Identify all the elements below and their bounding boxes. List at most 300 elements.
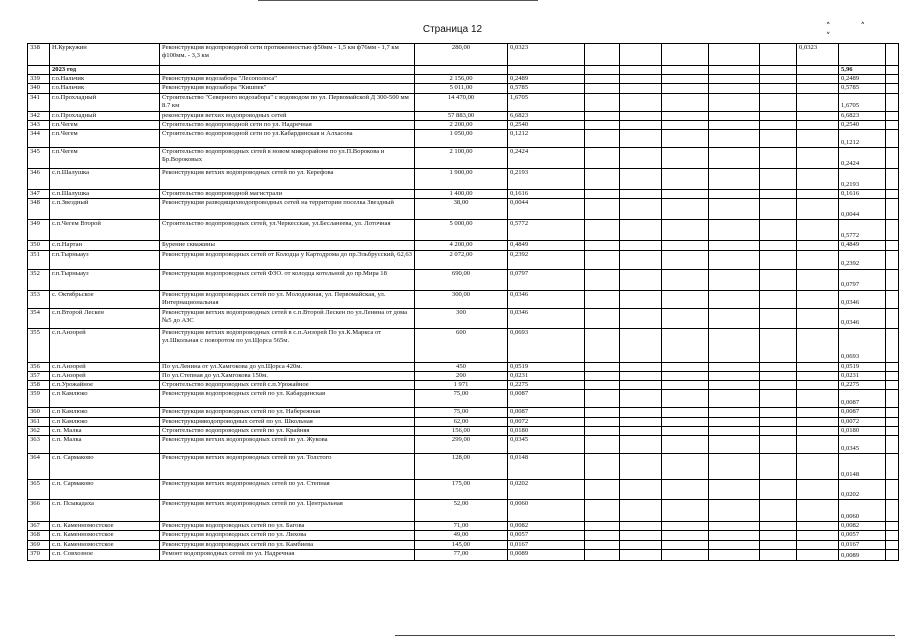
row-location: с.п.Анзорей [50,362,160,371]
row-number: 351 [28,250,50,269]
row-location: с.п.Нартан [50,241,160,250]
row-number: 363 [28,436,50,454]
row-empty-cell [662,371,709,380]
table-row [28,250,899,269]
row-location: 2023 год [50,66,160,75]
row-location: г.о.Нальчик [50,84,160,93]
row-empty-cell [709,390,760,408]
table-row [28,111,899,120]
row-location: с.п Камлюко [50,417,160,426]
row-empty-cell [886,75,899,84]
scan-artifact-bottom [395,635,895,637]
row-empty-cell [709,371,760,380]
row-empty-cell [662,426,709,435]
row-total: 0,0148 [839,454,886,480]
table-row [28,93,899,111]
row-number: 360 [28,408,50,417]
row-total: 0,2540 [839,120,886,129]
table-row [28,540,899,549]
row-empty-cell [585,66,620,75]
row-empty-cell [760,362,797,371]
row-number: 353 [28,290,50,308]
row-extra [797,75,839,84]
row-description: Ремонт водопроводных сетей по ул. Надречная [160,549,415,560]
row-empty-cell [886,426,899,435]
row-empty-cell [886,130,899,148]
row-empty-cell [585,381,620,390]
table-row [28,500,899,522]
row-empty-cell [620,169,662,190]
row-empty-cell [886,371,899,380]
row-total: 0,0089 [839,549,886,560]
row-empty-cell [585,148,620,169]
row-empty-cell [709,454,760,480]
row-value: 0,0044 [508,199,585,220]
row-empty-cell [585,199,620,220]
row-empty-cell [585,84,620,93]
row-empty-cell [760,381,797,390]
row-location: г.о.Прохладный [50,111,160,120]
row-empty-cell [620,130,662,148]
row-value: 0,0693 [508,328,585,362]
row-empty-cell [886,120,899,129]
row-location: с.п.Чегем Второй [50,220,160,241]
row-value: 0,1616 [508,190,585,199]
row-cost: 14 470,00 [415,93,508,111]
row-empty-cell [662,408,709,417]
row-empty-cell [709,328,760,362]
row-extra [797,308,839,328]
row-number: 355 [28,328,50,362]
row-empty-cell [585,522,620,531]
table-row [28,328,899,362]
row-empty-cell [709,417,760,426]
row-total: 0,0345 [839,436,886,454]
row-location: с.п.Звездный [50,199,160,220]
row-description: Реконструкция водопроводных сетей ФЗО. от колодца котельной до пр.Мира 18 [160,269,415,290]
row-empty-cell [886,93,899,111]
row-total: 0,0202 [839,480,886,500]
row-value: 0,0089 [508,549,585,560]
row-empty-cell [620,241,662,250]
row-cost: 175,00 [415,480,508,500]
page-title: Страница 12 [422,24,483,35]
row-empty-cell [585,531,620,540]
row-value: 0,0323 [508,44,585,66]
table-row [28,408,899,417]
row-total: 0,0797 [839,269,886,290]
row-empty-cell [709,111,760,120]
row-value: 0,0060 [508,500,585,522]
row-empty-cell [760,549,797,560]
row-value: 0,0087 [508,390,585,408]
row-value: 0,0231 [508,371,585,380]
row-number: 370 [28,549,50,560]
row-total: 0,0082 [839,522,886,531]
row-empty-cell [585,269,620,290]
row-cost: 299,00 [415,436,508,454]
row-total: 5,96 [839,66,886,75]
row-description: Реконструкция водопроводных сетей по ул. Набережная [160,408,415,417]
row-extra [797,454,839,480]
row-empty-cell [886,241,899,250]
row-number: 359 [28,390,50,408]
row-description: Реконструкция водозабора "Кишпек" [160,84,415,93]
row-extra [797,111,839,120]
row-empty-cell [760,130,797,148]
row-extra [797,120,839,129]
row-empty-cell [760,500,797,522]
table-row [28,417,899,426]
row-number: 364 [28,454,50,480]
row-total: 0,1616 [839,190,886,199]
row-extra [797,531,839,540]
row-empty-cell [662,241,709,250]
row-cost: 5 011,00 [415,84,508,93]
row-empty-cell [662,531,709,540]
row-cost: 600 [415,328,508,362]
row-empty-cell [709,241,760,250]
row-value: 0,2392 [508,250,585,269]
row-empty-cell [620,500,662,522]
row-empty-cell [886,480,899,500]
row-empty-cell [760,540,797,549]
row-empty-cell [662,290,709,308]
row-cost: 4 200,00 [415,241,508,250]
row-empty-cell [620,549,662,560]
row-empty-cell [662,250,709,269]
row-number: 361 [28,417,50,426]
row-empty-cell [886,220,899,241]
row-value [508,66,585,75]
row-extra [797,250,839,269]
row-total: 0,0167 [839,540,886,549]
row-empty-cell [585,190,620,199]
row-location: с.п. Псыкадаха [50,500,160,522]
row-location: с.п.Урожайное [50,381,160,390]
row-empty-cell [662,75,709,84]
row-empty-cell [620,148,662,169]
row-description: Реконструкция водопроводных сетей по ул. Камбиева [160,540,415,549]
row-description: Реконструкция разводящихводопроводных сетей на территории поселка Звездный [160,199,415,220]
row-empty-cell [585,480,620,500]
row-empty-cell [886,500,899,522]
row-empty-cell [709,84,760,93]
row-value: 0,0148 [508,454,585,480]
row-empty-cell [585,290,620,308]
row-cost: 280,00 [415,44,508,66]
row-empty-cell [585,417,620,426]
row-cost: 145,00 [415,540,508,549]
row-cost: 77,00 [415,549,508,560]
row-location: с.п.Шалушка [50,190,160,199]
row-location: г.п.Чегем [50,148,160,169]
row-description: Строительство водопроводных сетей по ул. Крайняя [160,426,415,435]
row-empty-cell [760,93,797,111]
row-value: 0,0082 [508,522,585,531]
row-empty-cell [585,390,620,408]
row-extra [797,290,839,308]
row-empty-cell [620,250,662,269]
row-description: Реконструкция водопроводных сетей от Колодца у Картодрома до пр.Эльбрусский, 62,63 [160,250,415,269]
row-location: с.п. Каменномостское [50,531,160,540]
row-empty-cell [620,436,662,454]
row-total: 0,4849 [839,241,886,250]
row-cost: 1 971 [415,381,508,390]
table-row [28,148,899,169]
row-empty-cell [620,522,662,531]
row-cost: 1 050,00 [415,130,508,148]
row-location: г.п.Тырныауз [50,269,160,290]
table-row [28,371,899,380]
row-empty-cell [709,362,760,371]
row-cost: 75,00 [415,408,508,417]
row-empty-cell [662,220,709,241]
table-row [28,120,899,129]
row-cost: 2 156,00 [415,75,508,84]
row-value: 0,2489 [508,75,585,84]
row-empty-cell [709,250,760,269]
row-empty-cell [662,66,709,75]
row-empty-cell [760,44,797,66]
row-empty-cell [760,84,797,93]
row-empty-cell [662,308,709,328]
row-empty-cell [662,169,709,190]
row-empty-cell [709,308,760,328]
row-value: 0,0072 [508,417,585,426]
row-empty-cell [760,417,797,426]
row-empty-cell [662,362,709,371]
row-extra [797,500,839,522]
row-description: Строительство водопроводных сетей с.п.Урожайное [160,381,415,390]
row-empty-cell [662,120,709,129]
row-empty-cell [585,93,620,111]
row-empty-cell [662,111,709,120]
row-extra [797,66,839,75]
row-empty-cell [662,390,709,408]
table-row [28,44,899,66]
row-empty-cell [620,44,662,66]
row-location: с.п.Второй Лескен [50,308,160,328]
row-empty-cell [662,500,709,522]
row-value: 0,0797 [508,269,585,290]
row-empty-cell [620,84,662,93]
row-extra: 0,0323 [797,44,839,66]
scan-artifact-top [258,0,538,5]
row-empty-cell [760,426,797,435]
row-location: с.п. Сармаково [50,454,160,480]
row-empty-cell [662,84,709,93]
row-empty-cell [709,44,760,66]
row-cost: 62,00 [415,417,508,426]
row-empty-cell [886,308,899,328]
row-location: с.п Камлюко [50,408,160,417]
row-empty-cell [585,426,620,435]
row-empty-cell [760,436,797,454]
row-total: 1,6705 [839,93,886,111]
row-empty-cell [709,220,760,241]
row-empty-cell [760,148,797,169]
row-extra [797,436,839,454]
row-description: Строительство водопроводной сети по ул.Кабардинская и Алхасова [160,130,415,148]
row-empty-cell [709,130,760,148]
row-empty-cell [760,454,797,480]
row-empty-cell [585,540,620,549]
row-total: 0,0044 [839,199,886,220]
row-empty-cell [886,148,899,169]
row-extra [797,522,839,531]
row-cost: 300,00 [415,290,508,308]
row-number: 368 [28,531,50,540]
row-location: г.п.Чегем [50,130,160,148]
row-empty-cell [620,120,662,129]
row-value: 0,0202 [508,480,585,500]
row-empty-cell [662,454,709,480]
row-empty-cell [620,66,662,75]
row-empty-cell [620,190,662,199]
row-description: Строительство "Северного водозабора" с водоводом по ул. Первомайской Д 300-500 мм 8.7 км [160,93,415,111]
row-empty-cell [620,75,662,84]
row-empty-cell [886,540,899,549]
row-total: 0,0693 [839,328,886,362]
row-extra [797,220,839,241]
row-cost: 57 883,00 [415,111,508,120]
row-cost: 5 000,00 [415,220,508,241]
row-location: с.п. Малка [50,436,160,454]
table-row [28,549,899,560]
row-total: 0,0072 [839,417,886,426]
row-location: с.п. Каменномостское [50,540,160,549]
row-extra [797,426,839,435]
row-empty-cell [620,480,662,500]
row-empty-cell [760,250,797,269]
table-row [28,190,899,199]
row-number: 340 [28,84,50,93]
row-extra [797,371,839,380]
row-description: Реконструкция ветхих водопроводных сетей в с.п.Второй Лескен по ул.Ленина от дома №5 до АЗС [160,308,415,328]
row-total: 0,1212 [839,130,886,148]
row-empty-cell [662,328,709,362]
row-description: Строительство водопроводной сети по ул. Надречная [160,120,415,129]
row-cost: 38,00 [415,199,508,220]
row-empty-cell [662,417,709,426]
row-extra [797,269,839,290]
row-description: По ул.Степная до ул.Хамгокова 150м. [160,371,415,380]
row-empty-cell [886,66,899,75]
row-total: 0,0057 [839,531,886,540]
row-cost: 2 072,00 [415,250,508,269]
row-cost: 2 100,00 [415,148,508,169]
row-number [28,66,50,75]
row-cost: 1 900,00 [415,169,508,190]
row-empty-cell [620,220,662,241]
row-empty-cell [662,381,709,390]
row-empty-cell [886,190,899,199]
row-number: 365 [28,480,50,500]
row-empty-cell [886,169,899,190]
row-extra [797,381,839,390]
table-row [28,308,899,328]
row-empty-cell [886,436,899,454]
row-value: 0,0346 [508,290,585,308]
row-number: 369 [28,540,50,549]
row-location: Н.Куркужин [50,44,160,66]
row-value: 0,0180 [508,426,585,435]
row-empty-cell [585,408,620,417]
table-row [28,454,899,480]
table-row [28,269,899,290]
row-empty-cell [620,308,662,328]
row-empty-cell [760,241,797,250]
row-empty-cell [620,390,662,408]
row-empty-cell [662,93,709,111]
row-location: с.п. Малка [50,426,160,435]
row-total: 0,0346 [839,290,886,308]
row-value: 0,1212 [508,130,585,148]
row-empty-cell [662,44,709,66]
row-cost: 2 200,00 [415,120,508,129]
row-empty-cell [709,120,760,129]
row-number: 352 [28,269,50,290]
row-empty-cell [620,540,662,549]
row-empty-cell [662,148,709,169]
row-total: 0,5785 [839,84,886,93]
row-empty-cell [662,190,709,199]
row-total: 0,2193 [839,169,886,190]
row-empty-cell [760,66,797,75]
row-extra [797,549,839,560]
table-body [28,44,899,561]
row-empty-cell [585,120,620,129]
row-empty-cell [886,549,899,560]
row-empty-cell [760,308,797,328]
row-number: 350 [28,241,50,250]
row-description: Строительство водопроводной магистрали [160,190,415,199]
row-description: Реконструкция ветхих водопроводных сетей по ул. Керефова [160,169,415,190]
row-empty-cell [886,111,899,120]
row-location: с.п. Сармаково [50,480,160,500]
row-cost [415,66,508,75]
row-empty-cell [620,93,662,111]
row-value: 0,0346 [508,308,585,328]
row-cost: 52,00 [415,500,508,522]
row-description: Реконструкция ветхих водопроводных сетей по ул. Центральная [160,500,415,522]
row-location: г.о.Нальчик [50,75,160,84]
row-total: 0,2489 [839,75,886,84]
row-number: 345 [28,148,50,169]
table-row [28,436,899,454]
row-empty-cell [620,290,662,308]
row-total: 0,0519 [839,362,886,371]
row-empty-cell [886,454,899,480]
row-empty-cell [662,480,709,500]
row-empty-cell [886,84,899,93]
row-total: 0,2275 [839,381,886,390]
row-empty-cell [760,390,797,408]
row-number: 348 [28,199,50,220]
row-empty-cell [709,522,760,531]
row-empty-cell [760,75,797,84]
row-number: 341 [28,93,50,111]
row-empty-cell [886,199,899,220]
table-row [28,75,899,84]
row-empty-cell [760,371,797,380]
row-location: с.п Камлюко [50,390,160,408]
row-extra [797,93,839,111]
row-number: 338 [28,44,50,66]
row-value: 1,6705 [508,93,585,111]
row-empty-cell [585,130,620,148]
